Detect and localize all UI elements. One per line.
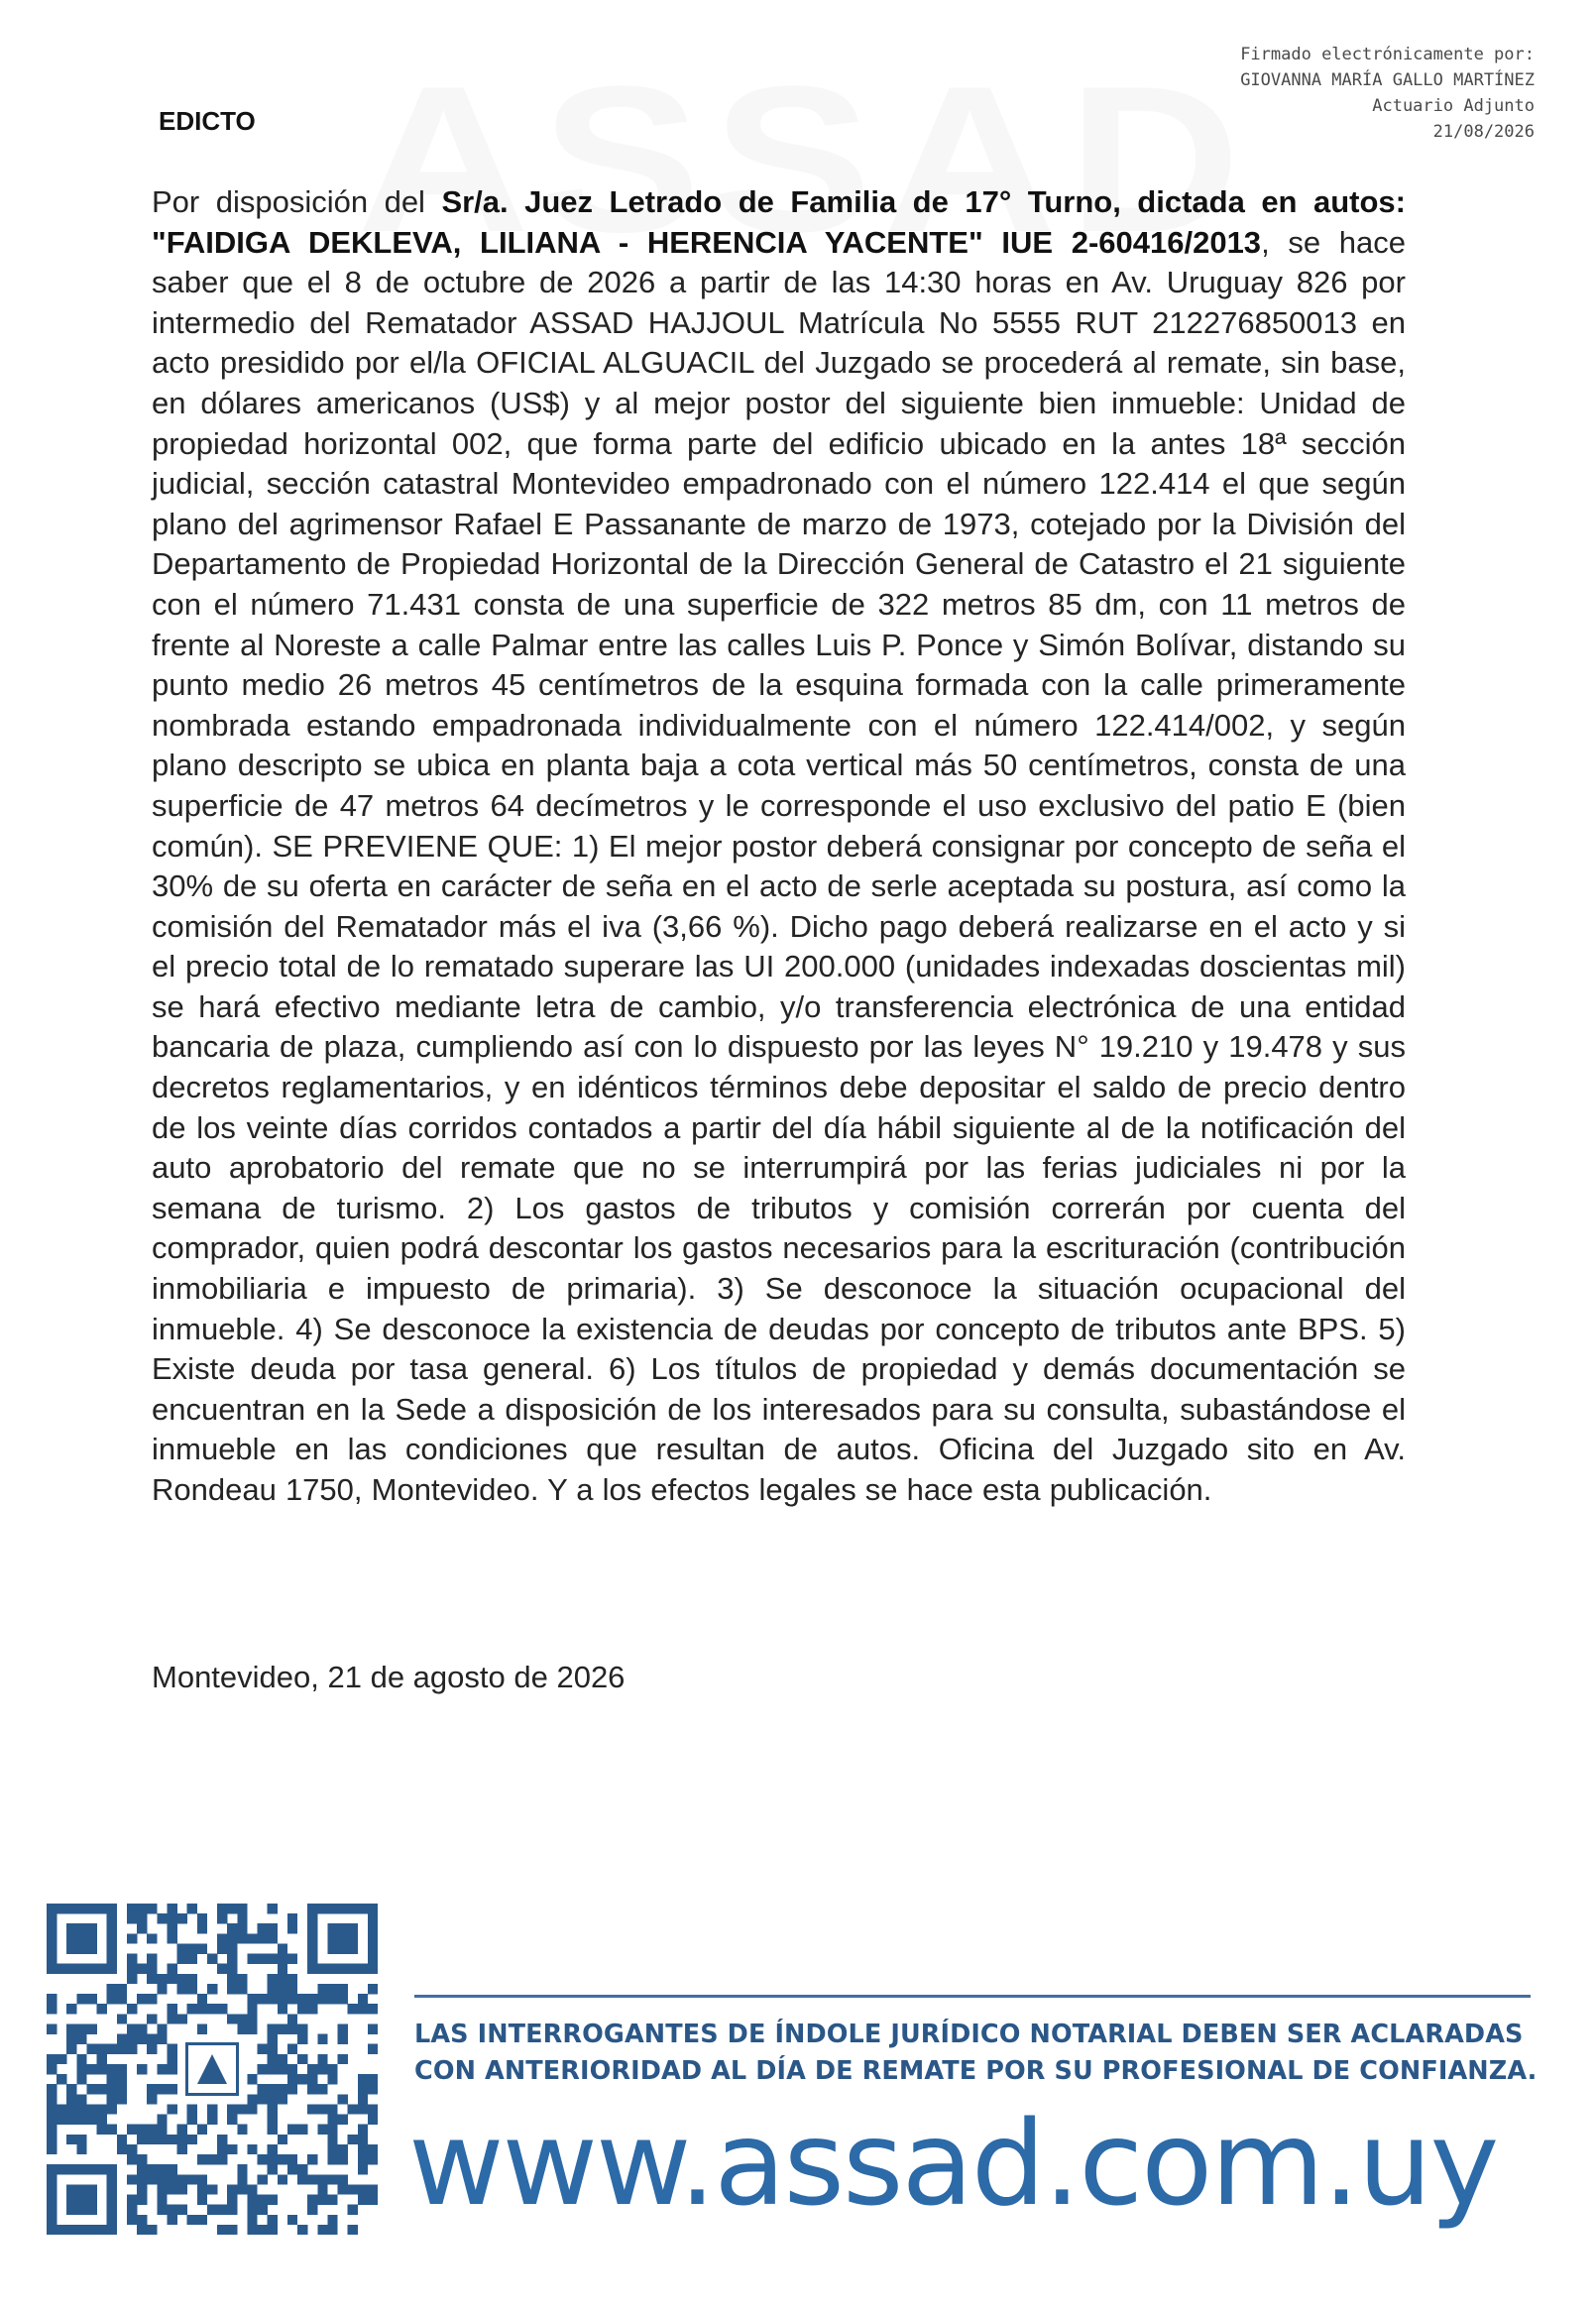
legal-notice-line-2: CON ANTERIORIDAD AL DÍA DE REMATE POR SU PROFESIONAL DE CONFIANZA. bbox=[414, 2056, 1538, 2086]
document-title: EDICTO bbox=[159, 106, 256, 136]
electronic-signature-block bbox=[1240, 42, 1535, 145]
legal-notice bbox=[414, 2017, 1539, 2090]
footer-divider bbox=[414, 1995, 1531, 1998]
legal-notice-line-1: LAS INTERROGANTES DE ÍNDOLE JURÍDICO NOTARIAL DEBEN SER ACLARADAS bbox=[414, 2020, 1524, 2049]
website-url: www.assad.com.uy bbox=[408, 2095, 1498, 2232]
body-case-reference: Sr/a. Juez Letrado de Familia de 17° Turno, dictada en autos: "FAIDIGA DEKLEVA, LILIANA - HERENCIA YACENTE" IUE 2-60416/2013 bbox=[152, 184, 1406, 260]
signature-heading: Firmado electrónicamente por: bbox=[1240, 45, 1535, 64]
body-intro: Por disposición del bbox=[152, 184, 442, 219]
body-main-text: , se hace saber que el 8 de octubre de 2026 a partir de las 14:30 horas en Av. Uruguay 826 por intermedio del Rematador ASSAD HAJJOUL Matrícula No 5555 RUT 212276850013 en acto presidido por el/la OFICIAL ALGUACIL del Juzgado se procederá al remate, sin base, en dólares americanos (US$) y al mejor postor del siguiente bien inmueble: Unidad de propiedad horizontal 002, que forma parte del edificio ubicado en la antes 18ª sección judicial, sección catastral Montevideo empadronado con el número 122.414 el que según plano del agrimensor Rafael E Passanante de marzo de 1973, cotejado por la División del Departamento de Propiedad Horizontal de la Dirección General de Catastro el 21 siguiente con el número 71.431 consta de una superficie de 322 metros 85 dm, con 11 metros de frente al Noreste a calle Palmar entre las calles Luis P. Ponce y Simón Bolívar, distando su punto medio 26 metros 45 centímetros de la esquina formada con la calle primeramente nombrada estando empadronada individualmente con el número 122.414/002, y según plano descripto se ubica en planta baja a cota vertical más 50 centímetros, consta de una superficie de 47 metros 64 decímetros y le corresponde el uso exclusivo del patio E (bien común). SE PREVIENE QUE: 1) El mejor postor deberá consignar por concepto de seña el 30% de su oferta en carácter de seña en el acto de serle aceptada su postura, así como la comisión del Rematador más el iva (3,66 %). Dicho pago deberá realizarse en el acto y si el precio total de lo rematado superare las UI 200.000 (unidades indexadas doscientas mil) se hará efectivo mediante letra de cambio, y/o transferencia electrónica de una entidad bancaria de plaza, cumpliendo así con lo dispuesto por las leyes N° 19.210 y 19.478 y sus decretos reglamentarios, y en idénticos términos debe depositar el saldo de precio dentro de los veinte días corridos contados a partir del día hábil siguiente al de la notificación del auto aprobatorio del remate que no se interrumpirá por las ferias judiciales ni por la semana de turismo. 2) Los gastos de tributos y comisión correrán por cuenta del comprador, quien podrá descontar los gastos necesarios para la escrituración (contribución inmobiliaria e impuesto de primaria). 3) Se desconoce la situación ocupacional del inmueble. 4) Se desconoce la existencia de deudas por concepto de tributos ante BPS. 5) Existe deuda por tasa general. 6) Los títulos de propiedad y demás documentación se encuentran en la Sede a disposición de los interesados para su consulta, subastándose el inmueble en las condiciones que resultan de autos. Oficina del Juzgado sito en Av. Rondeau 1750, Montevideo. Y a los efectos legales se hace esta publicación. bbox=[152, 224, 1406, 1507]
signer-name: GIOVANNA MARÍA GALLO MARTÍNEZ bbox=[1240, 70, 1535, 90]
signer-role: Actuario Adjunto bbox=[1372, 96, 1535, 116]
place-date-line: Montevideo, 21 de agosto de 2026 bbox=[152, 1660, 626, 1694]
signature-date: 21/08/2026 bbox=[1432, 122, 1535, 142]
edict-body bbox=[152, 182, 1406, 1511]
qr-code-icon bbox=[47, 1904, 378, 2235]
